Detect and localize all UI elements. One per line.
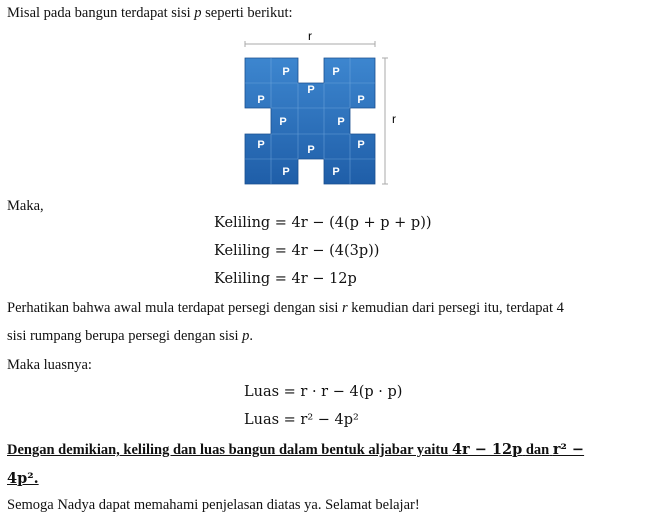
keliling-line-3: Keliling = 4r − 12p xyxy=(214,271,357,287)
luas-line-2: Luas = r² − 4p² xyxy=(244,412,359,428)
shape-figure xyxy=(235,28,405,190)
luas-line-1: Luas = r · r − 4(p · p) xyxy=(244,384,403,400)
intro-post: seperti berikut: xyxy=(201,5,293,21)
paragraph-line-2 xyxy=(7,328,253,345)
cell-label: P xyxy=(357,94,365,106)
keliling-line-1: Keliling = 4r − (4(p + p + p)) xyxy=(214,215,432,231)
para-l2-post: . xyxy=(249,328,254,344)
para-l1-pre: Perhatikan bahwa awal mula terdapat persegi dengan sisi xyxy=(7,300,342,316)
cell-label: P xyxy=(282,66,290,78)
maka-label: Maka, xyxy=(7,198,44,214)
closing-text: Semoga Nadya dapat memahami penjelasan diatas ya. Selamat belajar! xyxy=(7,497,420,513)
cell-label: P xyxy=(257,94,265,106)
conclusion-dan: dan xyxy=(525,442,550,458)
shape-svg xyxy=(235,28,405,190)
cell-label: P xyxy=(337,116,345,128)
shape-body xyxy=(245,58,375,184)
conclusion-text: Dengan demikian, keliling dan luas bangun dalam bentuk aljabar yaitu xyxy=(7,442,449,458)
cell-label: P xyxy=(282,166,290,178)
maka-luas-label: Maka luasnya: xyxy=(7,357,92,373)
cell-label: P xyxy=(357,139,365,151)
conclusion-line-1 xyxy=(7,441,584,459)
intro-text xyxy=(7,5,293,22)
para-l2-pre: sisi rumpang berupa persegi dengan sisi xyxy=(7,328,243,344)
right-dim-label: r xyxy=(392,112,396,126)
conclusion-luas-part1: r² − xyxy=(552,441,585,458)
cell-label: P xyxy=(332,66,340,78)
intro-var: p xyxy=(194,5,202,21)
para-l1-var: r xyxy=(342,300,348,316)
conclusion-keliling: 4r − 12p xyxy=(451,441,523,458)
cell-label: P xyxy=(307,84,315,96)
cell-label: P xyxy=(279,116,287,128)
paragraph-line-1 xyxy=(7,300,564,317)
keliling-line-2: Keliling = 4r − (4(3p)) xyxy=(214,243,380,259)
cell-label: P xyxy=(257,139,265,151)
cell-label: P xyxy=(332,166,340,178)
intro-pre: Misal pada bangun terdapat sisi xyxy=(7,5,195,21)
para-l1-post: kemudian dari persegi itu, terdapat 4 xyxy=(347,300,564,316)
para-l2-var: p xyxy=(242,328,250,344)
cell-label: P xyxy=(307,144,315,156)
top-dim-label: r xyxy=(308,29,312,43)
conclusion-luas-part2: 4p². xyxy=(7,470,39,487)
